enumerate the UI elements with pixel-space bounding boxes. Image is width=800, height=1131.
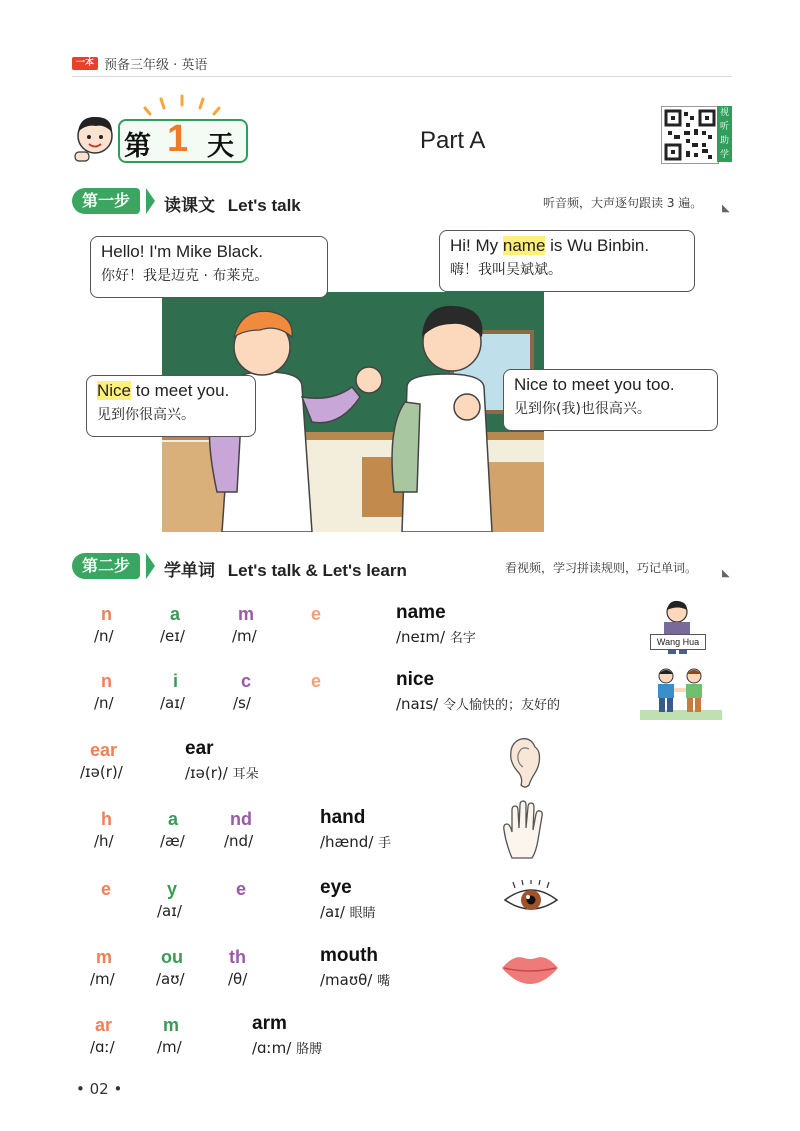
- letter-phonetic: /m/: [157, 1038, 182, 1056]
- step2-arrow: [146, 553, 155, 579]
- step1-title-en: Let's talk: [227, 196, 301, 215]
- speech-bubble-wu: [439, 230, 695, 292]
- letter-phonetic: /ɪə(r)/: [80, 763, 123, 781]
- page-number: • 02 •: [76, 1080, 123, 1098]
- letter: n: [101, 604, 112, 624]
- speech-bubble-mike: [90, 236, 328, 298]
- part-title: Part A: [420, 127, 486, 154]
- vocab-phonetic: /aɪ/ 眼睛: [320, 903, 376, 921]
- eye-icon: [503, 880, 559, 918]
- letter: m: [238, 604, 255, 624]
- letter: nd: [230, 809, 252, 829]
- letter: i: [173, 671, 179, 691]
- letter-phonetic: /m/: [90, 970, 115, 988]
- step2-title-en: Let's talk & Let's learn: [227, 561, 407, 580]
- letter-phonetic: /s/: [233, 694, 251, 712]
- step1-title: [164, 191, 301, 216]
- letter: a: [168, 809, 179, 829]
- letter: h: [101, 809, 112, 829]
- vocab-word: eye: [320, 877, 352, 898]
- vocab-phonetic: /naɪs/ 令人愉快的；友好的: [396, 695, 560, 713]
- dialogue-cn: 见到你很高兴。: [97, 407, 195, 423]
- name-tag-picture: [648, 598, 706, 656]
- vocab-word: ear: [185, 738, 214, 759]
- hand-icon: [498, 800, 550, 862]
- letter: n: [101, 671, 112, 691]
- letter: ar: [95, 1015, 113, 1035]
- dialogue-cn: 见到你(我)也很高兴。: [514, 401, 651, 417]
- step2-title: [164, 556, 407, 581]
- vocab-word: nice: [396, 669, 435, 690]
- vocab-meaning: 耳朵: [232, 767, 259, 782]
- step2-pill: 第二步: [72, 553, 140, 579]
- vocab-word: mouth: [320, 945, 379, 966]
- day-suffix: 天: [207, 131, 234, 162]
- ear-icon: [505, 735, 545, 791]
- letter: a: [170, 604, 181, 624]
- highlight-word: name: [502, 236, 546, 255]
- letter-phonetic: /h/: [94, 832, 114, 850]
- letter-phonetic: /m/: [232, 627, 257, 645]
- letter: m: [96, 947, 113, 967]
- dialogue-en: Nice to meet you too.: [514, 375, 675, 394]
- letter: e: [236, 879, 247, 899]
- letter: c: [241, 671, 252, 691]
- vocab-meaning: 令人愉快的；友好的: [442, 698, 560, 713]
- dialogue-en: Hi! My name is Wu Binbin.: [450, 236, 650, 255]
- speech-bubble-nice: [86, 375, 256, 437]
- letter-phonetic: /eɪ/: [160, 627, 185, 645]
- letter-phonetic: /nd/: [224, 832, 254, 850]
- letter-phonetic: /θ/: [228, 970, 248, 988]
- vocab-word: hand: [320, 807, 366, 828]
- letter-phonetic: /n/: [94, 627, 114, 645]
- vocab-word: arm: [252, 1013, 287, 1034]
- letter: ou: [161, 947, 183, 967]
- letter-phonetic: /aɪ/: [160, 694, 185, 712]
- vocab-phonetic: /maʊθ/ 嘴: [320, 971, 391, 989]
- qr-label: 视听助学: [717, 106, 732, 162]
- hint-triangle-icon: ◣: [722, 203, 730, 214]
- letter: ear: [90, 740, 118, 760]
- letter: e: [311, 604, 322, 624]
- vocab-meaning: 胳膊: [296, 1042, 323, 1057]
- letter: e: [311, 671, 322, 691]
- highlight-word: Nice: [97, 381, 132, 400]
- vocab-phonetic: /hænd/ 手: [320, 833, 392, 851]
- qr-code-icon[interactable]: [661, 106, 719, 164]
- dialogue-en: Hello! I'm Mike Black.: [101, 242, 263, 261]
- step1-title-cn: 读课文: [164, 196, 215, 216]
- step1-pill: 第一步: [72, 188, 140, 214]
- hint-triangle-icon: ◣: [722, 568, 730, 579]
- letter-phonetic: /ɑː/: [90, 1038, 115, 1056]
- letter-phonetic: /aʊ/: [156, 970, 185, 988]
- lips-icon: [500, 952, 560, 986]
- vocab-meaning: 嘴: [377, 974, 391, 989]
- letter: th: [229, 947, 246, 967]
- letter-phonetic: /aɪ/: [157, 902, 182, 920]
- dialogue-en: Nice to meet you.: [97, 381, 230, 400]
- two-boys-shaking-hands-icon: [640, 666, 722, 720]
- step1-arrow: [146, 188, 155, 214]
- dialogue-cn: 你好！我是迈克 · 布莱克。: [101, 268, 269, 284]
- vocab-word: name: [396, 602, 446, 623]
- boy-mascot-icon: [70, 112, 120, 164]
- book-title: 预备三年级 · 英语: [104, 58, 208, 73]
- letter: y: [167, 879, 178, 899]
- vocab-phonetic: /ɪə(r)/ 耳朵: [185, 764, 259, 782]
- name-tag-label: Wang Hua: [650, 634, 706, 650]
- header-divider: [72, 76, 732, 77]
- letter: e: [101, 879, 112, 899]
- vocab-phonetic: /ɑːm/ 胳膊: [252, 1039, 323, 1057]
- step2-hint: 看视频，学习拼读规则，巧记单词。: [505, 561, 698, 575]
- sun-rays-icon: [142, 94, 222, 118]
- vocab-meaning: 名字: [449, 631, 476, 646]
- step1-hint: 听音频，大声逐句跟读 3 遍。: [543, 196, 703, 210]
- vocab-meaning: 眼睛: [349, 906, 376, 921]
- brand-badge: 一本: [72, 57, 98, 70]
- letter-phonetic: /n/: [94, 694, 114, 712]
- letter-phonetic: /æ/: [160, 832, 185, 850]
- vocab-phonetic: /neɪm/ 名字: [396, 628, 476, 646]
- step2-title-cn: 学单词: [164, 561, 215, 581]
- day-number: 1: [167, 118, 189, 160]
- dialogue-cn: 嗨！我叫吴斌斌。: [450, 262, 562, 278]
- vocab-meaning: 手: [378, 836, 392, 851]
- letter: m: [163, 1015, 180, 1035]
- day-prefix: 第: [124, 131, 151, 162]
- speech-bubble-nice-too: [503, 369, 718, 431]
